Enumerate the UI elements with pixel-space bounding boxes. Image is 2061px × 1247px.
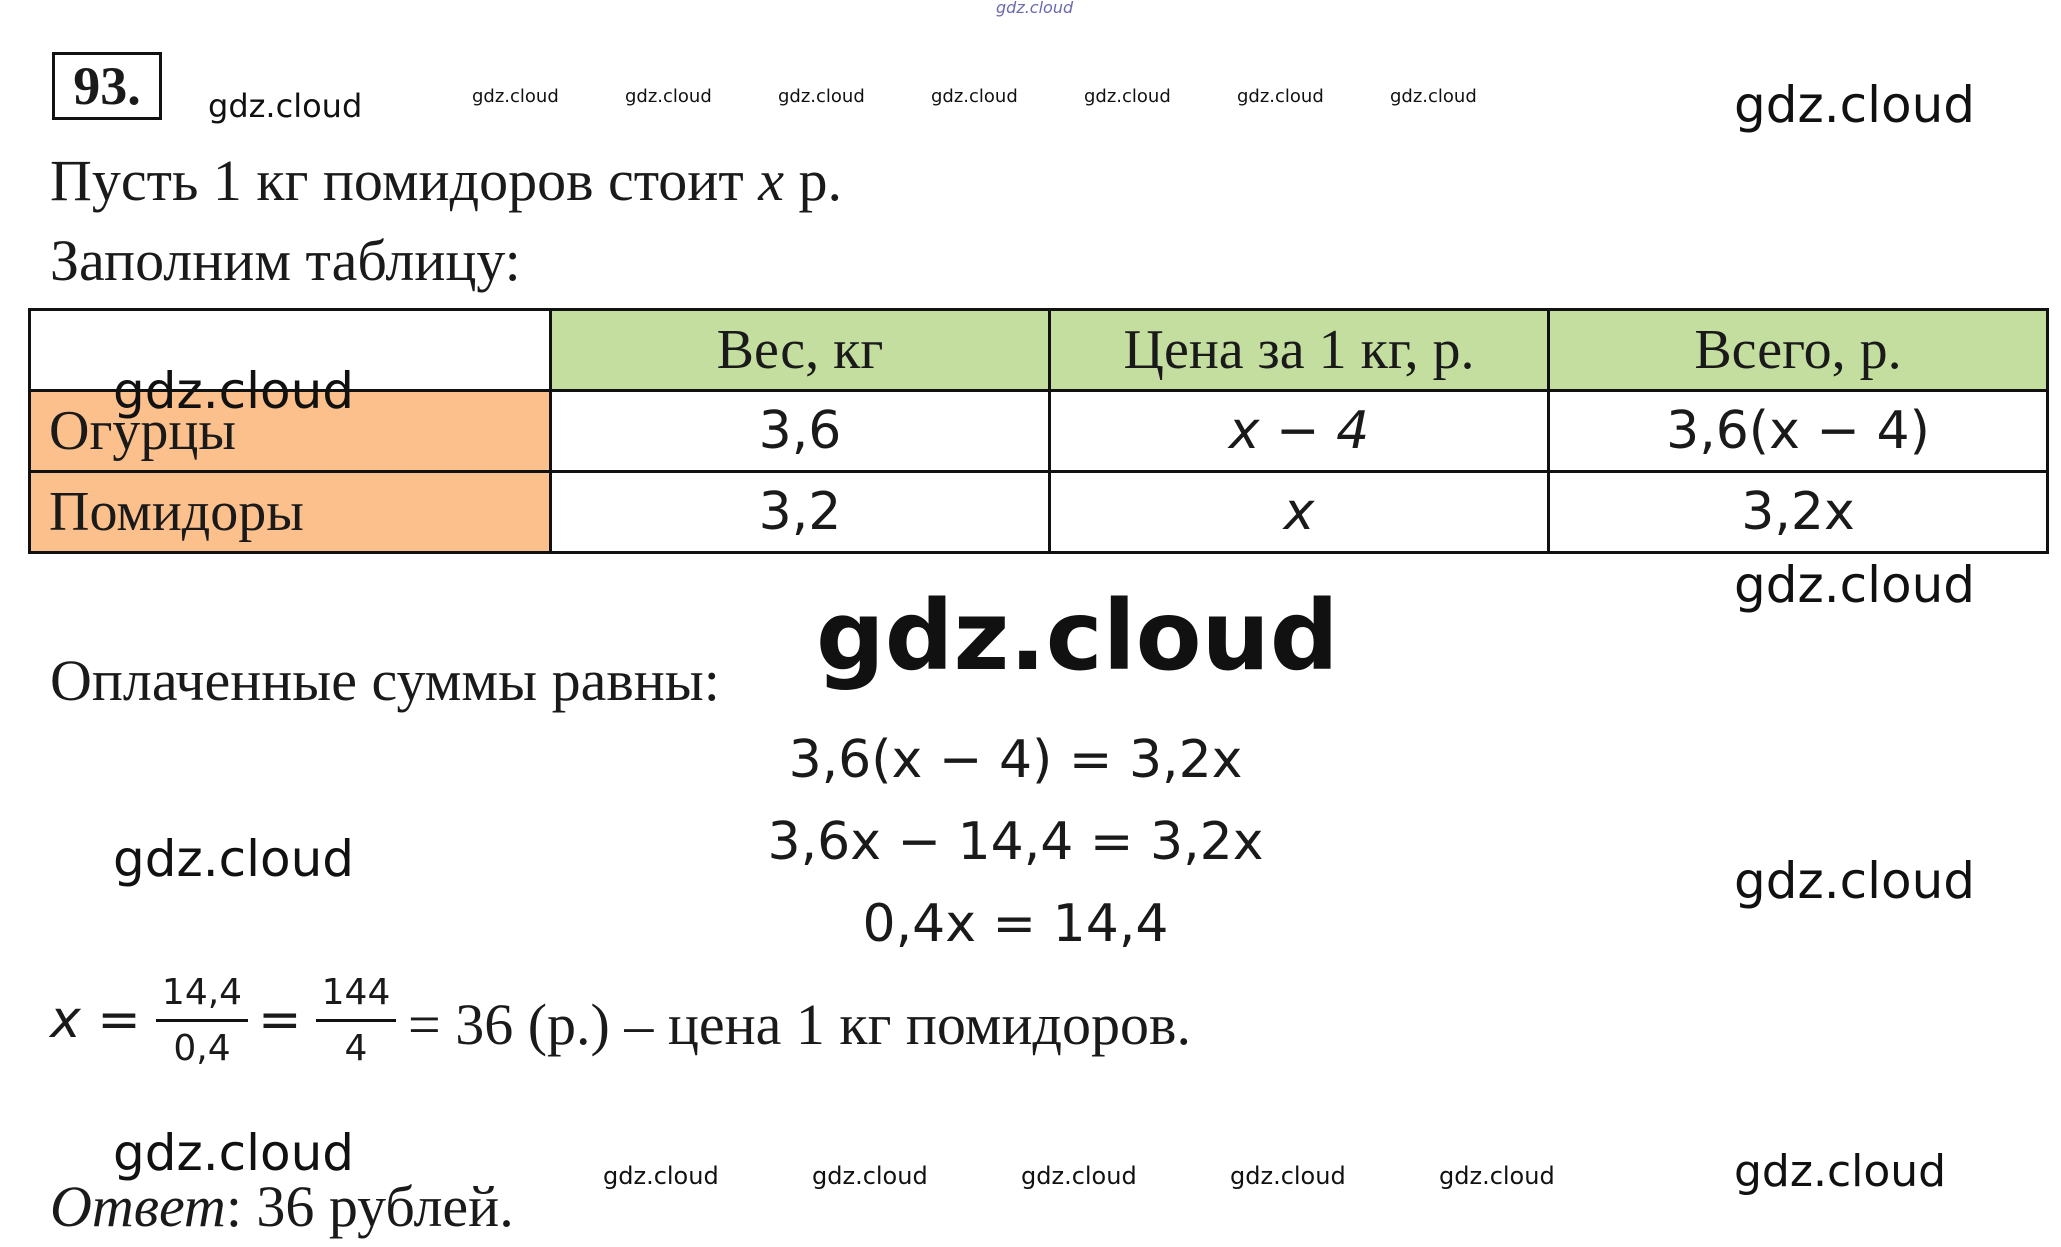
watermark: gdz.cloud [1230,1162,1346,1190]
watermark: gdz.cloud [1390,86,1477,107]
table-cell: x [1050,472,1549,553]
watermark: gdz.cloud [113,362,355,420]
watermark: gdz.cloud [1734,852,1976,910]
fraction-2-numerator: 144 [321,972,391,1013]
watermark-large: gdz.cloud [816,580,1339,692]
watermark: gdz.cloud [1734,76,1976,134]
row-header-cell: Огурцы [30,391,551,472]
table-cell: 3,2 [551,472,1050,553]
table-header-cell: Цена за 1 кг, р. [1050,310,1549,391]
intro-variable: x [758,148,784,213]
table-row [30,472,2048,553]
watermark: gdz.cloud [1021,1162,1137,1190]
fraction-1-numerator: 14,4 [161,972,243,1013]
equation-2: 3,6x − 14,4 = 3,2x [767,812,1264,872]
watermark: gdz.cloud [113,830,355,888]
intro-text: Пусть 1 кг помидоров стоит [50,148,759,213]
watermark: gdz.cloud [603,1162,719,1190]
equation-3: 0,4x = 14,4 [862,894,1169,954]
fraction-1 [156,972,248,1069]
answer-text: : 36 рублей. [225,1174,514,1239]
paid-line: Оплаченные суммы равны: [50,648,720,713]
table-cell: 3,6 [551,391,1050,472]
table-cell: 3,6(x − 4) [1549,391,2048,472]
watermark: gdz.cloud [472,86,559,107]
watermark: gdz.cloud [208,87,363,125]
equation-1: 3,6(x − 4) = 3,2x [788,730,1243,790]
watermark: gdz.cloud [1734,556,1976,614]
table-header-cell: Вес, кг [551,310,1050,391]
problem-number: 93. [52,52,162,120]
watermark: gdz.cloud [625,86,712,107]
watermark-top: gdz.cloud [996,0,1074,17]
fraction-2 [316,972,396,1069]
fraction-2-denominator: 4 [344,1028,368,1069]
answer-label: Ответ [50,1174,226,1239]
solution-equals: = [258,990,302,1050]
intro-end: р. [783,148,842,213]
fraction-1-denominator: 0,4 [173,1028,231,1069]
watermark: gdz.cloud [778,86,865,107]
watermark: gdz.cloud [1439,1162,1555,1190]
data-table [28,308,2049,554]
watermark: gdz.cloud [931,86,1018,107]
watermark: gdz.cloud [812,1162,928,1190]
watermark: gdz.cloud [1734,1146,1947,1197]
table-cell: 3,2x [1549,472,2048,553]
table-cell: x − 4 [1050,391,1549,472]
solution-lhs: x = [50,990,141,1050]
watermark: gdz.cloud [1084,86,1171,107]
solution-tail: = 36 (р.) – цена 1 кг помидоров. [408,992,1191,1057]
answer-line [50,1174,514,1239]
table-header-cell: Всего, р. [1549,310,2048,391]
intro-line [50,148,842,213]
watermark: gdz.cloud [113,1124,355,1182]
fill-table-line: Заполним таблицу: [50,228,521,293]
row-header-cell: Помидоры [30,472,551,553]
watermark: gdz.cloud [1237,86,1324,107]
